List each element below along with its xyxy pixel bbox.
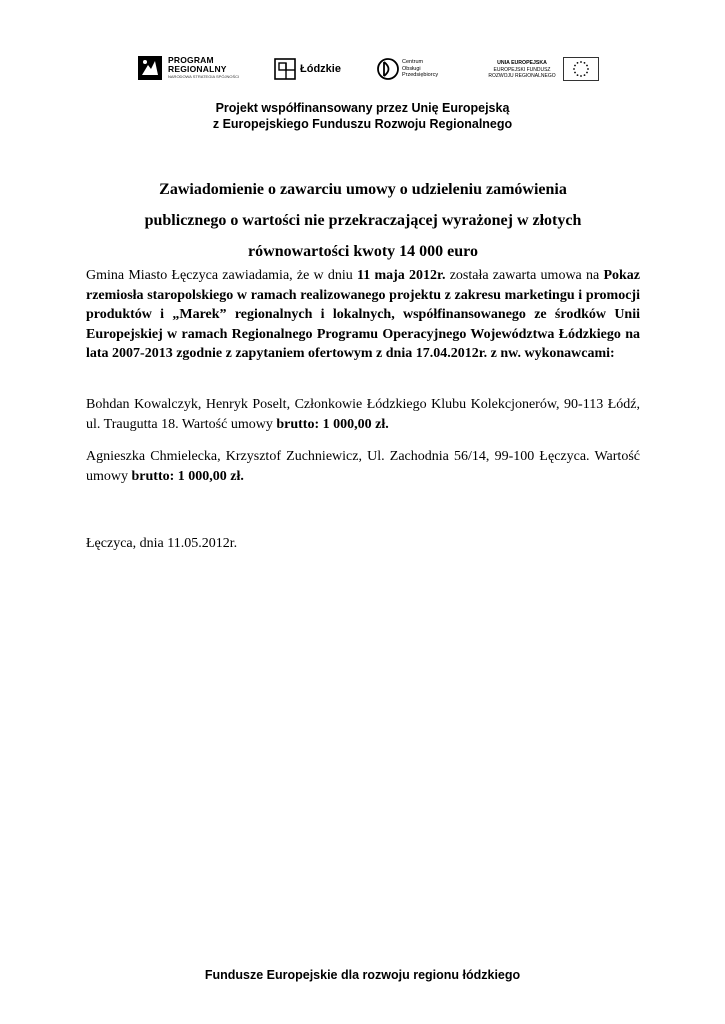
contractor-1-value: brutto: 1 000,00 zł.	[276, 416, 389, 432]
place-date: Łęczyca, dnia 11.05.2012r.	[86, 536, 238, 551]
lodzkie-logo-label: Łódzkie	[300, 63, 341, 75]
program-regionalny-logo	[138, 56, 239, 80]
title-line3: równowartości kwoty 14 000 euro	[248, 243, 478, 260]
centrum-obslugi-logo	[376, 56, 438, 82]
funding-notice	[0, 100, 725, 132]
centrum-logo-line2: Obsługi	[402, 65, 421, 72]
notice-mid: została zawarta umowa na	[445, 268, 604, 283]
lodzkie-logo	[274, 58, 341, 80]
notice-lead: Gmina Miasto Łęczyca zawiadamia, że w dniu	[86, 268, 358, 283]
title-line2: publicznego o wartości nie przekraczającej wyrażonej w złotych	[144, 212, 582, 229]
eu-logo-line1: UNIA EUROPEJSKA	[497, 59, 547, 66]
program-logo-line3: NARODOWA STRATEGIA SPÓJNOŚCI	[168, 74, 240, 79]
eu-logo-line2: EUROPEJSKI FUNDUSZ	[493, 66, 551, 73]
eu-logo	[483, 57, 599, 81]
program-logo-line2: REGIONALNY	[168, 64, 227, 74]
logo-bar	[0, 52, 725, 92]
funding-line2: z Europejskiego Funduszu Rozwoju Regionalnego	[212, 117, 513, 131]
contractor-1-text: Bohdan Kowalczyk, Henryk Poselt, Członkowie Łódzkiego Klubu Kolekcjonerów, 90-113 Łódź, ul. Traugutta 18. Wartość umowy	[86, 397, 640, 432]
funding-line1: Projekt współfinansowany przez Unię Europejską	[215, 101, 510, 115]
contractor-2	[86, 447, 640, 486]
title-line1: Zawiadomienie o zawarciu umowy o udzieleniu zamówienia	[159, 181, 567, 198]
contractor-1	[86, 395, 640, 434]
program-regionalny-mark-icon	[138, 56, 162, 80]
centrum-logo-line1: Centrum	[402, 59, 424, 66]
contract-subject: Pokaz rzemiosła staropolskiego w ramach realizowanego projektu z zakresu marketingu i promocji produktów i „Marek” regionalnych i lokalnych, współfinansowanego ze środków Unii Europejskiej w ramach Regionalnego Programu Operacyjnego Województwa Łódzkiego na lata 2007-2013 zgodnie z zapytaniem ofertowym z dnia 17.04.2012r. z nw. wykonawcami:	[86, 268, 641, 361]
program-logo-line1: PROGRAM	[168, 55, 214, 65]
contractor-2-text: Agnieszka Chmielecka, Krzysztof Zuchniewicz, Ul. Zachodnia 56/14, 99-100 Łęczyca. Wartość umowy	[86, 449, 640, 484]
centrum-logo-line3: Przedsiębiorcy	[402, 72, 439, 79]
eu-flag-icon	[563, 57, 599, 81]
document-title	[86, 174, 640, 267]
notice-paragraph	[86, 266, 640, 364]
contractor-2-value: brutto: 1 000,00 zł.	[131, 468, 244, 484]
contract-date: 11 maja 2012r.	[357, 268, 446, 283]
page-footer: Fundusze Europejskie dla rozwoju regionu łódzkiego	[204, 968, 521, 982]
eu-logo-line3: ROZWOJU REGIONALNEGO	[488, 72, 556, 79]
lodzkie-mark-icon	[274, 58, 296, 80]
centrum-obslugi-mark-icon	[376, 56, 400, 82]
